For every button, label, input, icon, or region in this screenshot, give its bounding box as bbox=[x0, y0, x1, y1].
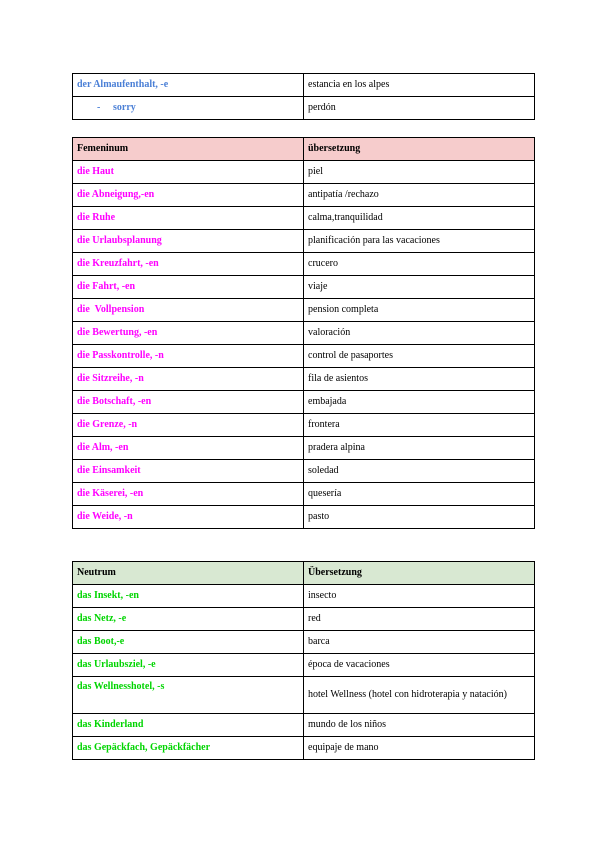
spanish-translation: insecto bbox=[304, 585, 535, 608]
spanish-translation: equipaje de mano bbox=[304, 737, 535, 760]
spanish-translation: fila de asientos bbox=[304, 368, 535, 391]
table-header-row bbox=[73, 562, 535, 585]
table-row bbox=[73, 368, 535, 391]
german-term: die Urlaubsplanung bbox=[73, 230, 304, 253]
german-term: die Einsamkeit bbox=[73, 460, 304, 483]
german-term: die Haut bbox=[73, 161, 304, 184]
german-term: das Boot,-e bbox=[73, 631, 304, 654]
spanish-translation: crucero bbox=[304, 253, 535, 276]
german-term: die Abneigung,-en bbox=[73, 184, 304, 207]
spanish-translation: piel bbox=[304, 161, 535, 184]
spanish-translation: planificación para las vacaciones bbox=[304, 230, 535, 253]
spanish-translation: control de pasaportes bbox=[304, 345, 535, 368]
german-term: die Botschaft, -en bbox=[73, 391, 304, 414]
table-row bbox=[73, 585, 535, 608]
spanish-translation: perdón bbox=[304, 97, 535, 120]
spanish-translation: soledad bbox=[304, 460, 535, 483]
german-term: die Fahrt, -en bbox=[73, 276, 304, 299]
table-row bbox=[73, 345, 535, 368]
table-row bbox=[73, 437, 535, 460]
table-row bbox=[73, 483, 535, 506]
spanish-translation: red bbox=[304, 608, 535, 631]
table-row bbox=[73, 207, 535, 230]
german-term: das Wellnesshotel, -s bbox=[73, 677, 304, 714]
german-term: die Sitzreihe, -n bbox=[73, 368, 304, 391]
german-term: die Käserei, -en bbox=[73, 483, 304, 506]
table-row bbox=[73, 299, 535, 322]
table-row bbox=[73, 230, 535, 253]
table-row bbox=[73, 654, 535, 677]
vocab-table-neuter bbox=[72, 561, 535, 760]
spanish-translation: mundo de los niños bbox=[304, 714, 535, 737]
spanish-translation: antipatía /rechazo bbox=[304, 184, 535, 207]
table-row bbox=[73, 714, 535, 737]
german-term: die Bewertung, -en bbox=[73, 322, 304, 345]
table-row bbox=[73, 253, 535, 276]
spanish-translation: valoración bbox=[304, 322, 535, 345]
list-dash: - bbox=[97, 102, 101, 113]
table-header-row bbox=[73, 138, 535, 161]
table-row bbox=[73, 414, 535, 437]
column-header-german: Femeninum bbox=[73, 138, 304, 161]
german-term: das Netz, -e bbox=[73, 608, 304, 631]
spanish-translation: estancia en los alpes bbox=[304, 74, 535, 97]
german-term: die Vollpension bbox=[73, 299, 304, 322]
table-row bbox=[73, 506, 535, 529]
table-row bbox=[73, 161, 535, 184]
vocab-table-masculine bbox=[72, 73, 535, 120]
column-header-translation: Übersetzung bbox=[304, 562, 535, 585]
column-header-translation: übersetzung bbox=[304, 138, 535, 161]
spanish-translation: pension completa bbox=[304, 299, 535, 322]
table-row bbox=[73, 391, 535, 414]
german-term: das Gepäckfach, Gepäckfächer bbox=[73, 737, 304, 760]
german-term: die Weide, -n bbox=[73, 506, 304, 529]
table-row bbox=[73, 608, 535, 631]
table-row bbox=[73, 276, 535, 299]
german-term: der Almaufenthalt, -e bbox=[73, 74, 304, 97]
german-term: die Passkontrolle, -n bbox=[73, 345, 304, 368]
spanish-translation: pasto bbox=[304, 506, 535, 529]
spanish-translation: barca bbox=[304, 631, 535, 654]
german-term: das Urlaubsziel, -e bbox=[73, 654, 304, 677]
table-row bbox=[73, 460, 535, 483]
column-header-german: Neutrum bbox=[73, 562, 304, 585]
table-row bbox=[73, 737, 535, 760]
table-row bbox=[73, 184, 535, 207]
spanish-translation: época de vacaciones bbox=[304, 654, 535, 677]
spanish-translation: hotel Wellness (hotel con hidroterapia y natación) bbox=[304, 677, 535, 714]
german-term: die Ruhe bbox=[73, 207, 304, 230]
german-term: das Kinderland bbox=[73, 714, 304, 737]
spanish-translation: calma,tranquilidad bbox=[304, 207, 535, 230]
table-row bbox=[73, 677, 535, 714]
german-term: das Insekt, -en bbox=[73, 585, 304, 608]
german-term: die Grenze, -n bbox=[73, 414, 304, 437]
vocab-table-feminine bbox=[72, 137, 535, 529]
spanish-translation: viaje bbox=[304, 276, 535, 299]
german-term: die Kreuzfahrt, -en bbox=[73, 253, 304, 276]
table-row bbox=[73, 631, 535, 654]
table-row bbox=[73, 322, 535, 345]
spanish-translation: quesería bbox=[304, 483, 535, 506]
spanish-translation: frontera bbox=[304, 414, 535, 437]
german-term bbox=[73, 97, 304, 120]
table-row bbox=[73, 74, 535, 97]
german-term: die Alm, -en bbox=[73, 437, 304, 460]
german-term-text: sorry bbox=[113, 102, 136, 113]
spanish-translation: embajada bbox=[304, 391, 535, 414]
spanish-translation: pradera alpina bbox=[304, 437, 535, 460]
table-row bbox=[73, 97, 535, 120]
